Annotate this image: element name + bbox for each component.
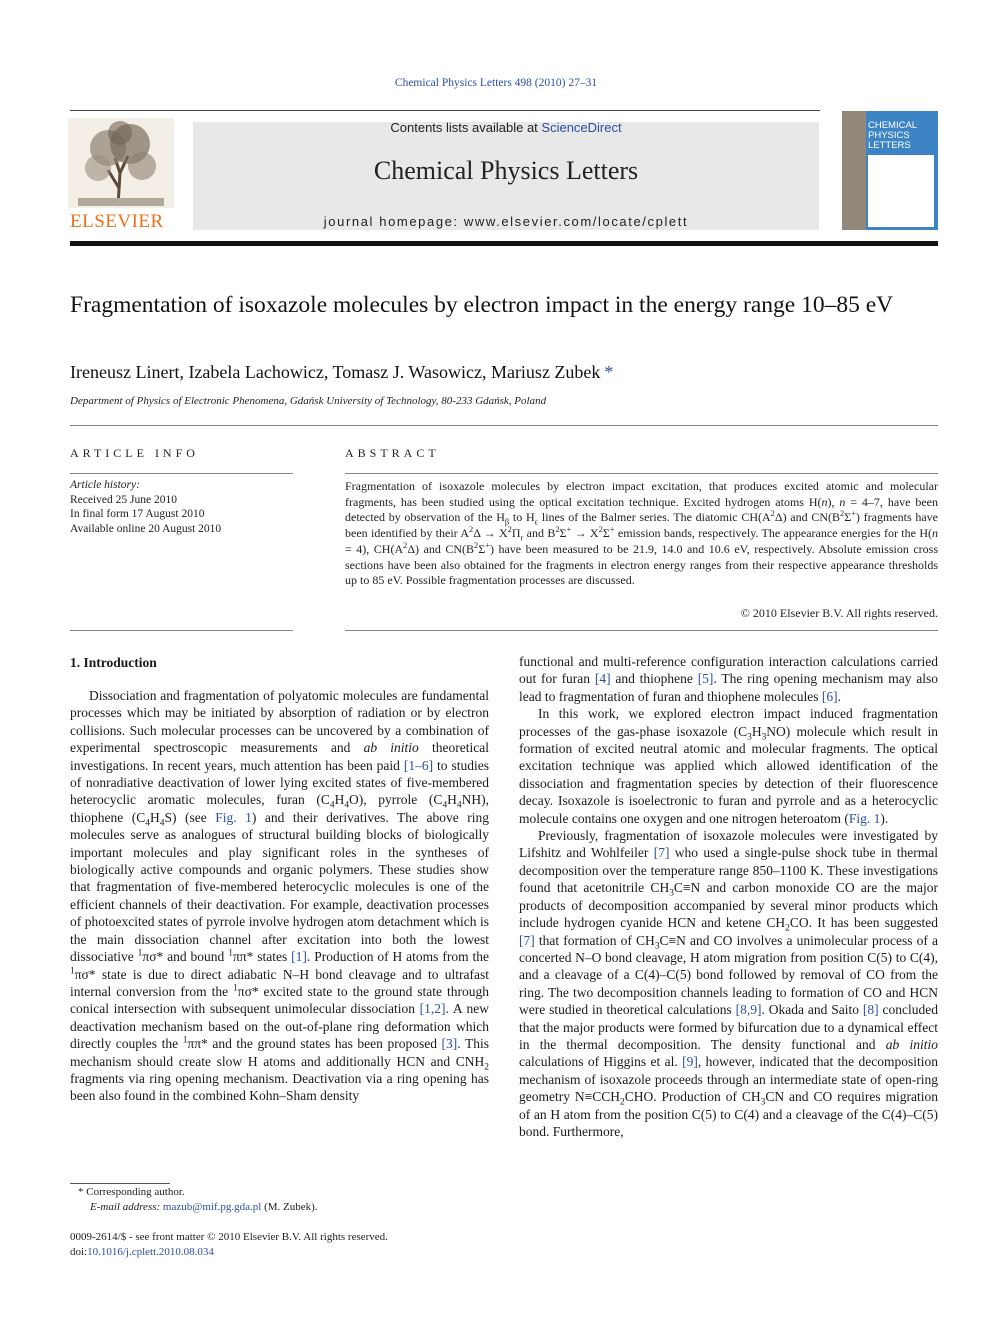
history-online: Available online 20 August 2010 [70, 522, 222, 535]
reference-link[interactable]: [1] [291, 949, 307, 965]
copyright-notice: © 2010 Elsevier B.V. All rights reserved. [740, 606, 938, 620]
body-column-right [519, 653, 938, 1140]
corresponding-author-mark[interactable]: * [604, 362, 614, 382]
reference-link[interactable]: [7] [519, 932, 535, 948]
reference-link[interactable]: [6] [821, 688, 838, 704]
cover-title [868, 121, 917, 151]
email-note [70, 1200, 318, 1215]
affiliation-rule [70, 425, 938, 426]
corresponding-author-note: * Corresponding author. [78, 1186, 185, 1198]
section-heading-introduction: 1. Introduction [70, 655, 157, 670]
header-rule [70, 110, 820, 111]
journal-citation[interactable]: Chemical Physics Letters 498 (2010) 27–31 [394, 77, 598, 89]
history-received: Received 25 June 2010 [70, 493, 177, 506]
article-info-heading: ARTICLE INFO [70, 446, 199, 460]
cover-title-line: CHEMICAL [868, 120, 918, 131]
affiliation: Department of Physics of Electronic Phenomena, Gdańsk University of Technology, 80-233 Gdańsk, Poland [70, 395, 547, 407]
abstract-text: Fragmentation of isoxazole molecules by electron impact excitation, that produces excited atomic and molecular fragments, has been studied using the optical excitation technique. Excited hydrogen atoms H(n), n = 4–7, have been detected by observation of the $H_\beta$ to $H_\varepsilon$ lines of the Balmer series. The diatomic $CH(A^2\Delta)$ and $CN(B^2\Sigma^+)$ fragments have been identified by their $A^2\Delta \to X^2\Pi_r$ and $B^2\Sigma^+ \to X^2\Sigma^+$ emission bands, respectively. The appearance energies for the H(n = 4), $CH(A^2\Delta)$ and $CN(B^2\Sigma^+)$ have been measured to be 21.9, 14.0 and 10.6 eV, respectively. Absolute emission cross sections have been also obtained for the fragments in electron energy ranges from their respective appearance thresholds up to 85 eV. Possible fragmentation processes are discussed. [345, 479, 939, 588]
reference-link[interactable]: [4] [594, 671, 611, 687]
reference-link[interactable]: [1–6] [403, 757, 434, 773]
figure-link[interactable]: Fig. 1 [848, 810, 881, 826]
reference-link[interactable]: [9] [682, 1054, 698, 1070]
abstract-heading: ABSTRACT [345, 446, 440, 460]
abstract-rule [345, 473, 938, 474]
sciencedirect-link[interactable]: ScienceDirect [541, 120, 622, 135]
reference-link[interactable]: [8] [862, 1002, 879, 1018]
cover-side-stripe [842, 111, 866, 230]
doi-line [70, 1245, 388, 1260]
cover-figure-panel [868, 155, 934, 227]
contents-prefix: Contents lists available at [390, 120, 542, 135]
article-title: Fragmentation of isoxazole molecules by electron impact in the energy range 10–85 eV [70, 292, 894, 318]
article-info-bottom-rule [70, 630, 293, 631]
journal-name: Chemical Physics Letters [373, 156, 639, 185]
issn-line: 0009-2614/$ - see front matter © 2010 Elsevier B.V. All rights reserved. [70, 1231, 388, 1243]
footnote [70, 1185, 318, 1215]
author-list [70, 362, 613, 383]
contents-line [193, 120, 819, 135]
journal-cover-thumbnail[interactable] [842, 111, 938, 230]
history-final-form: In final form 17 August 2010 [70, 508, 205, 520]
corresponding-text: Corresponding author. [86, 1186, 185, 1198]
cover-title-line: PHYSICS [868, 130, 910, 141]
email-link[interactable]: mazub@mif.pg.gda.pl [162, 1201, 262, 1213]
footnote-rule [70, 1183, 170, 1184]
reference-link[interactable]: [1,2] [419, 1001, 446, 1017]
figure-link[interactable]: Fig. 1 [215, 809, 252, 825]
reference-link[interactable]: [5] [697, 671, 714, 687]
email-owner: (M. Zubek). [264, 1201, 318, 1213]
journal-homepage[interactable]: journal homepage: www.elsevier.com/locate/cplett [323, 214, 689, 229]
doi-label: doi: [70, 1246, 88, 1258]
reference-link[interactable]: [7] [653, 845, 670, 861]
paragraph: Previously, fragmentation of isoxazole molecules were investigated by Lifshitz and Wohlfeiler [7] who used a single-pulse shock tube in thermal decomposition over the temperature range 850–1100 K. These investigations found that acetonitrile $CH_3C\equiv N$ and carbon monoxide CO are the major products of decomposition accompanied by several minor products which include hydrogen cyanide HCN and ketene $CH_2CO$. It has been suggested [7] that formation of $CH_3C\equiv N$ and CO involves a unimolecular process of a concerted N–O bond cleavage, H atom migration from position C(5) to C(4), and a cleavage of a C(4)–C(5) bond followed by removal of CO from the ring. The two decomposition channels leading to formation of CO and HCN were studied in theoretical calculations [8,9]. Okada and Saito [8] concluded that the major products were formed by bifurcation due to a dynamical effect in the thermal decomposition. The density functional and ab initio calculations of Higgins et al. [9], however, indicated that the decomposition mechanism of isoxazole proceeds through an intermediate state of open-ring geometry $N\equiv CCH_2CHO$. Production of $CH_3CN$ and CO requires migration of an H atom from the position C(5) to C(4) and a cleavage of the C(4)–C(5) bond. Furthermore, [519, 828, 939, 1139]
history-label: Article history: [70, 479, 140, 491]
authors-text: Ireneusz Linert, Izabela Lachowicz, Tomasz J. Wasowicz, Mariusz Zubek [70, 362, 601, 382]
reference-link[interactable]: [3] [441, 1036, 458, 1052]
abstract-bottom-rule [345, 630, 938, 631]
paragraph: Dissociation and fragmentation of polyatomic molecules are fundamental processes which may be initiated by absorption of radiation or by electron collisions. Such molecular processes can be uncovered by a combination of experimental spectroscopic measurements and ab initio theoretical investigations. In recent years, much attention has been paid [1–6] to studies of nonradiative deactivation of lower lying excited states of five-membered heterocyclic aromatic molecules, furan $(C_4H_4O)$, pyrrole $(C_4H_4NH)$, thiophene $(C_4H_4S)$ (see Fig. 1) and their derivatives. The above ring molecules serve as analogues of structural building blocks of biologically important molecules and play significant roles in the syntheses of biologically active compounds and organic polymers. These studies show that fragmentation of five-membered heterocyclic molecules is one of the efficient channels of their deactivation. For example, deactivation processes of photoexcited states of pyrrole involve hydrogen atom detachment which is the main dissociation channel after excitation into both the lowest dissociative $^1$πσ* and bound $^1$ππ* states [1]. Production of H atoms from the $^1$πσ* state is due to direct adiabatic N–H bond cleavage and to ultrafast internal conversion from the $^1$πσ* excited state to the ground state through conical intersection with subsequent unimolecular dissociation [1,2]. A new deactivation mechanism based on the out-of-plane ring deformation which directly couples the $^1$ππ* and the ground states has been proposed [3]. This mechanism should create slow H atoms and additionally HCN and $CNH_2$ fragments via ring opening mechanism. Deactivation via a ring opening has been also found in the combined Kohn–Sham density [70, 688, 489, 1104]
cover-title-line: LETTERS [868, 140, 911, 151]
body-column-left [70, 687, 489, 1105]
reference-link[interactable]: [8,9] [735, 1002, 762, 1018]
article-history [70, 478, 221, 536]
header-thick-rule [70, 241, 938, 246]
article-info-rule [70, 473, 293, 474]
doi-link[interactable]: 10.1016/j.cplett.2010.08.034 [87, 1246, 214, 1258]
elsevier-wordmark: ELSEVIER [70, 211, 164, 232]
paragraph: functional and multi-reference configuration interaction calculations carried out for furan [4] and thiophene [5]. The ring opening mechanism may also lead to fragmentation of furan and thiophene molecules [6]. [519, 654, 938, 704]
email-label: E-mail address: [90, 1201, 161, 1213]
paragraph: In this work, we explored electron impact induced fragmentation processes of the gas-phase isoxazole $(C_3H_3NO)$ molecule which result in formation of excited neutral atomic and molecular fragments. The optical excitation technique was applied which allowed identification of the dissociation and fragmentation species by detection of their fluorescence decay. Isoxazole is isoelectronic to furan and pyrrole and as a heterocyclic molecule contains one oxygen and one nitrogen heteroatom (Fig. 1). [519, 706, 938, 826]
issn-block [70, 1230, 388, 1260]
